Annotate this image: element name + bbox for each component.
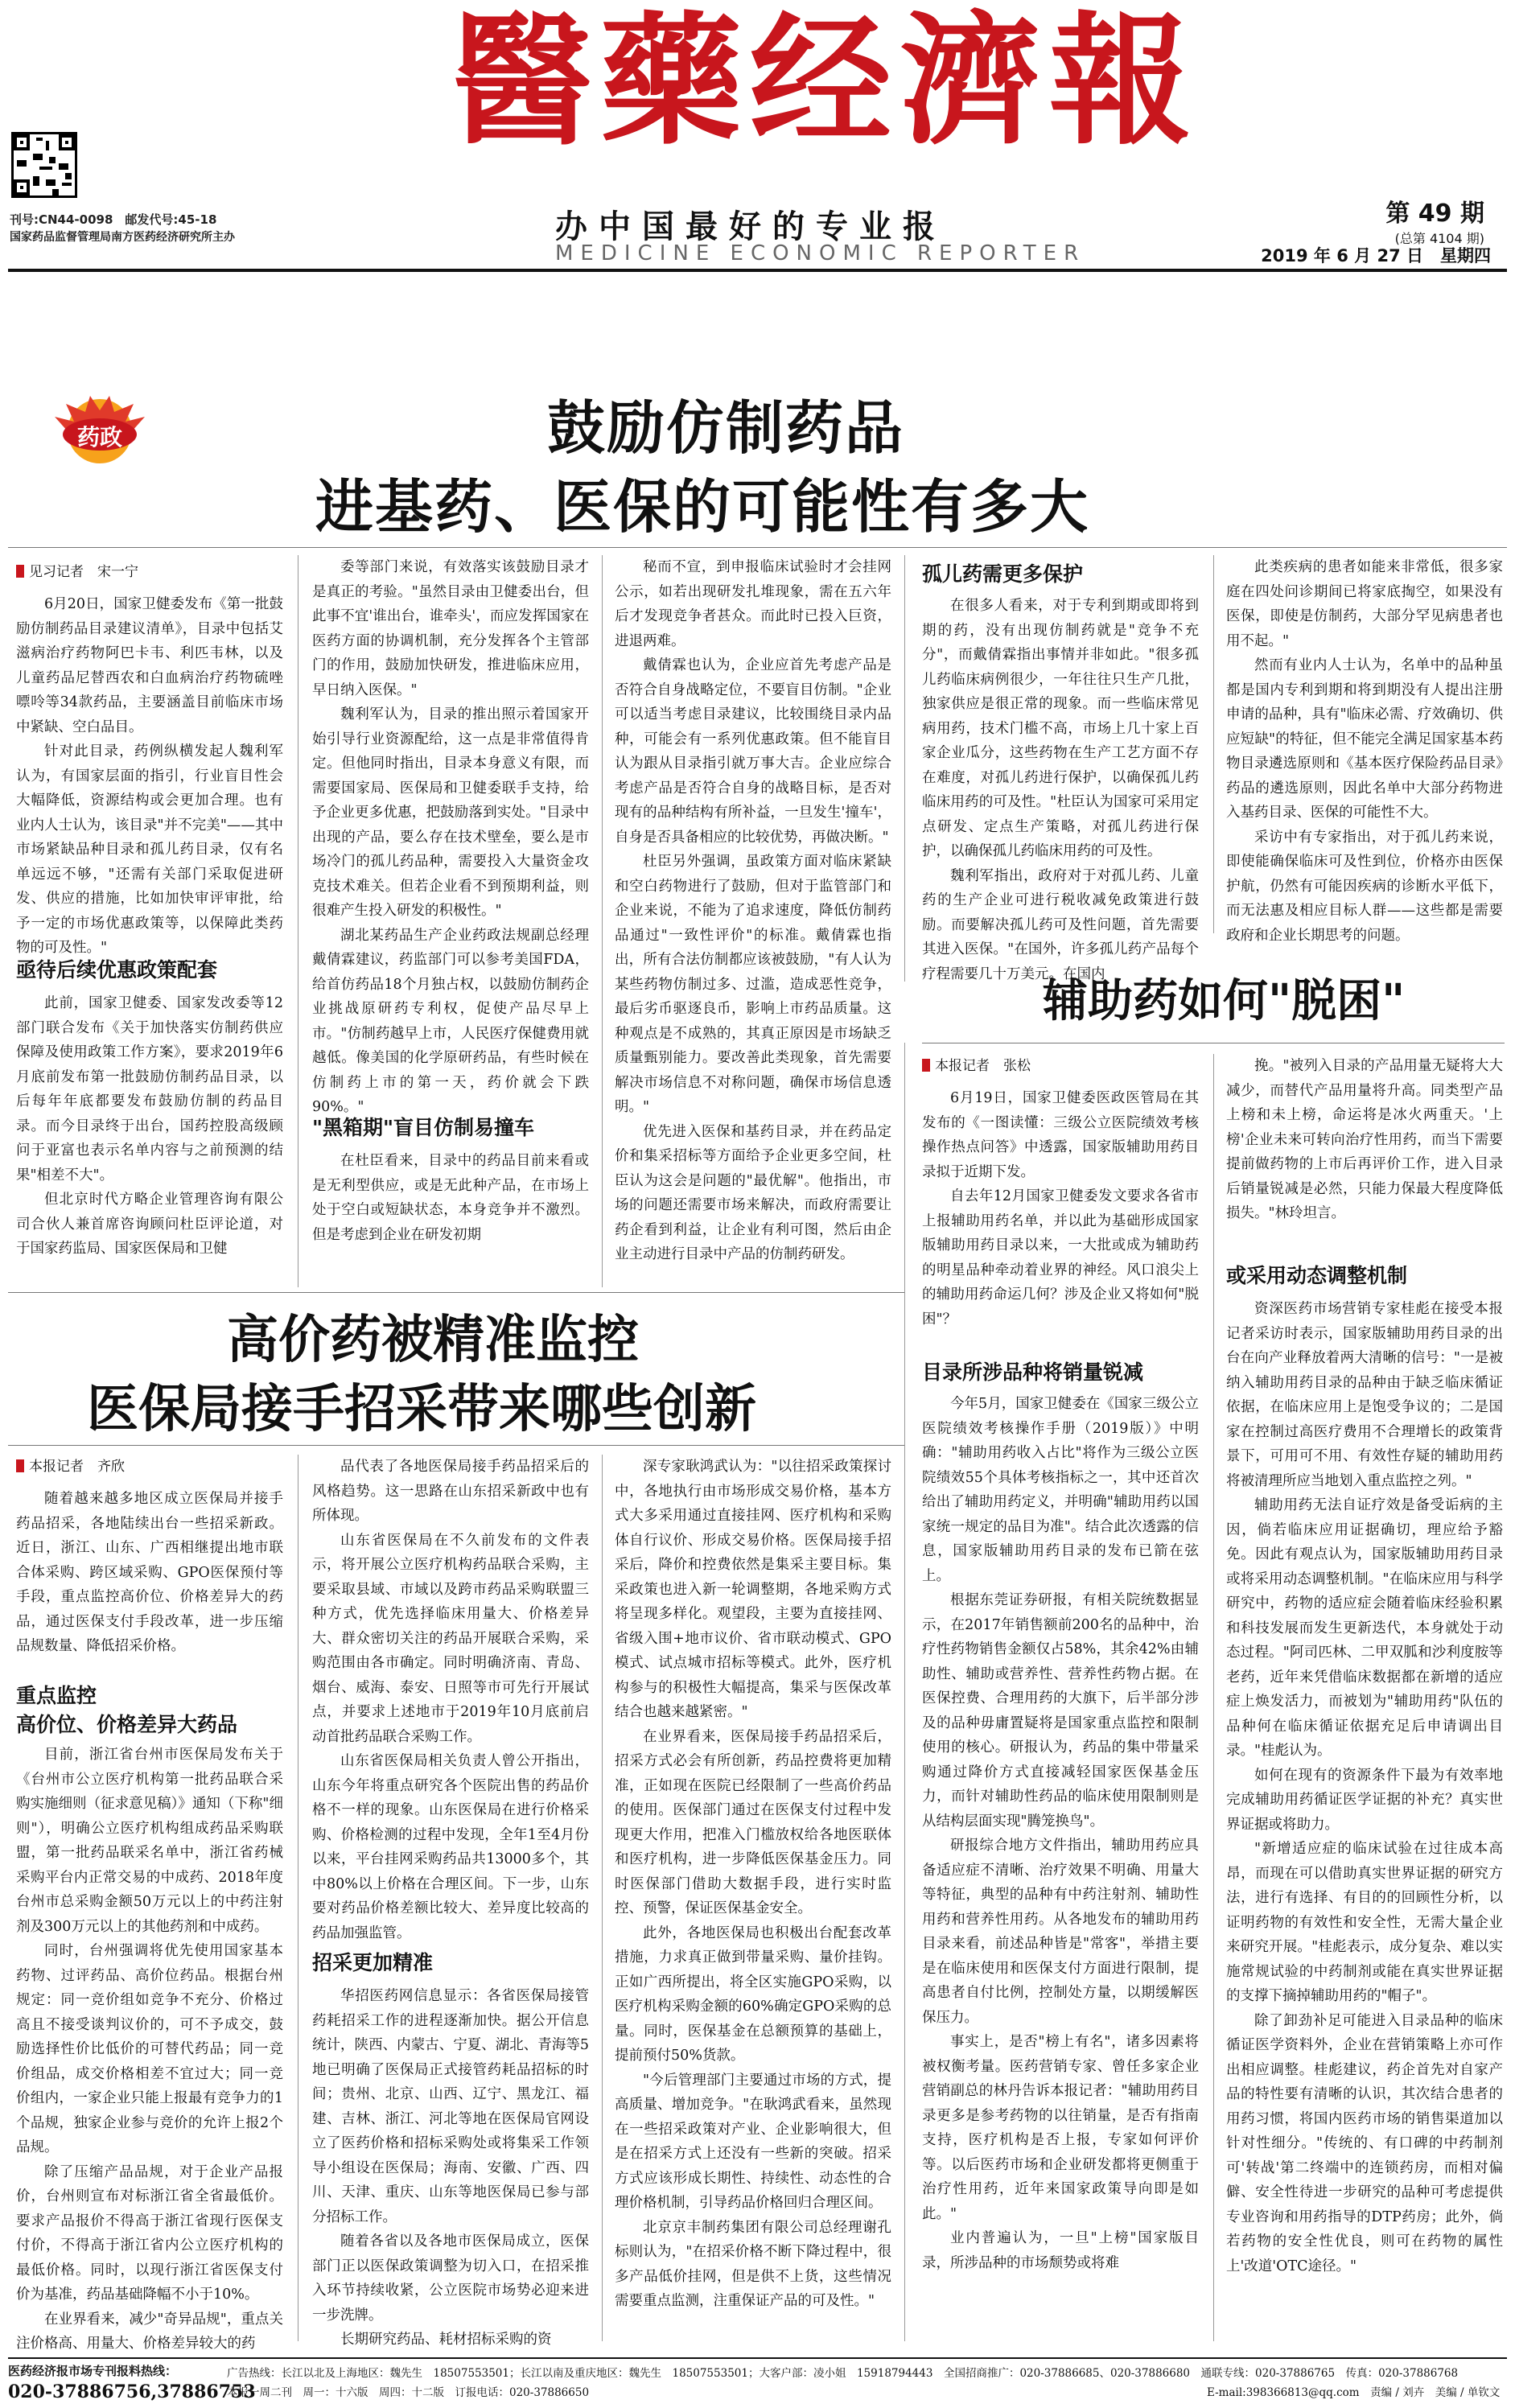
column-divider [1213, 555, 1214, 933]
article3-rule [8, 1445, 904, 1446]
paragraph: 同时，台州强调将优先使用国家基本药物、过评药品、高价位药品。根据台州规定：同一竞价组如竞争不充分、价格过高且不接受谈判议价的，可不予成交，鼓励选择性价比低价的可替代药品；同一竞价组品，成交价格相差不宜过大；同一竞价组内，一家企业只能上报最有竞争力的1个品规，独家企业参与竞价的允许上报2个品规。 [16, 1943, 283, 2155]
article1-col1 [16, 592, 283, 956]
paragraph: 辅助用药无法自证疗效是备受诟病的主因，倘若临床应用证据确切，理应给予豁免。因此有观点认为，国家版辅助用药目录或将采用动态调整机制。"在临床应用与科学研究中，药物的适应症会随着临床经验积累和科技发展而发生更新迭代，本身就处于动态过程。"阿司匹林、二甲双胍和沙利度胺等老药，近年来凭借临床数据都在新增的适应症上焕发活力，而被划为"辅助用药"队伍的品种何在临床循证依据充足后申请调出目录。"桂彪认为。 [1226, 1497, 1503, 1759]
section-badge-label: 药政 [77, 424, 123, 451]
article2-byline-text: 本报记者 张松 [935, 1058, 1031, 1074]
article2-col2b [1226, 1297, 1503, 2341]
article2-col1 [922, 1086, 1199, 1345]
paragraph: 今年5月，国家卫健委在《国家三级公立医院绩效考核操作手册（2019版）》中明确："辅助用药收入占比"将作为三级公立医院绩效55个具体考核指标之一，其中还首次给出了辅助用药定义，并明确"辅助用药以国家统一规定的品目为准"。结合此次透露的信息，国家版辅助用药目录的发布已箭在弦上。 [922, 1396, 1199, 1584]
paragraph: 山东省医保局相关负责人曾公开指出，山东今年将重点研究各个医院出售的药品价格不一样的现象。山东医保局在进行价格采购、价格检测的过程中发现，全年1至4月份以来，平台挂网采购药品共13000多个，其中80%以上价格在合理区间。下一步，山东要对药品价格差额比较大、差异度比较高的药品加强监管。 [312, 1753, 589, 1941]
paragraph: 此外，各地医保局也积极出台配套改革措施，力求真正做到带量采购、量价挂钩。正如广西所提出，将全区实施GPO采购，以医疗机构采购金额的60%确定GPO采购的总量。同时，医保基金在总额预算的基础上，提前预付50%货款。 [615, 1924, 891, 2064]
article3-byline [16, 1455, 125, 1475]
paragraph: 深专家耿鸿武认为："以往招采政策探讨中，各地执行由市场形成交易价格，基本方式大多采用通过直接挂网、医疗机构和采购体自行议价、形成交易价格。医保局接手招采后，降价和控费依然是集采主要目标。集采政策也进入新一轮调整期，各地采购方式将呈现多样化。观望段，主要为直接挂网、省级入围+地市议价、省市联动模式、GPO模式、试点城市招标等模式。此外，医疗机构参与的积极性大幅提高，集采与医保改革结合也越来越紧密。" [615, 1459, 891, 1720]
issn: 刊号:CN44-0098 邮发代号:45-18 [10, 212, 217, 227]
section-badge [50, 393, 146, 467]
paragraph: 6月20日，国家卫健委发布《第一批鼓励仿制药品目录建议清单》，目录中包括艾滋病治疗药物阿巴卡韦、利匹韦林，以及儿童药品尼替西农和白血病治疗药物硫唑嘌呤等34款药品，主要涵盖目前临床市场中紧缺、空白品目。 [16, 596, 283, 735]
paragraph: 山东省医保局在不久前发布的文件表示，将开展公立医疗机构药品联合采购，主要采取县域、市域以及跨市药品采购联盟三种方式，优先选择临床用量大、价格差异大、群众密切关注的药品开展联合采购，采购范围由各市确定。同时明确济南、青岛、烟台、威海、泰安、日照等市可先行开展试点，并要求上述地市于2019年10月底前启动首批药品联合采购工作。 [312, 1532, 589, 1745]
paragraph: 随着越来越多地区成立医保局并接手药品招采，各地陆续出台一些招采新政。近日，浙江、山东、广西相继提出地市联合体采购、跨区域采购、GPO医保预付等手段，重点监控高价位、价格差异大的药品，通过医保支付手段改革，进一步压缩品规数量、降低招采价格。 [16, 1491, 283, 1654]
paragraph: 此类疾病的患者如能来非常低，很多家庭在四处问诊期间已将家底掏空，如果没有医保，即使是仿制药，大部分罕见病患者也用不起。" [1226, 559, 1503, 649]
paragraph: 品代表了各地医保局接手药品招采后的风格趋势。这一思路在山东招采新政中也有所体现。 [312, 1459, 589, 1524]
paragraph: 目前，浙江省台州市医保局发布关于《台州市公立医疗机构第一批药品联合采购实施细则（征求意见稿）》通知（下称"细则"），明确公立医疗机构组成药品采购联盟，第一批药品联采名单中，浙江省药械采购平台内正常交易的中成药、2018年度台州市总采购金额50万元以上的中药注射剂及300万元以上的其他药剂和中成药。 [16, 1747, 283, 1935]
paragraph: 戴倩霖也认为，企业应首先考虑产品是否符合自身战略定位，不要盲目仿制。"企业可以适当考虑目录建议，比较围绕目录内品种，可能会有一系列优惠政策。但不能盲目认为跟从目录指引就万事大吉。企业应综合考虑产品是否符合自身的战略目标，是否对现有的品种结构有所补益，一旦发生'撞车'，自身是否具备相应的比较优势，再做决断。" [615, 657, 891, 846]
article1-col2 [312, 555, 589, 1115]
article3-byline-text: 本报记者 齐欣 [29, 1459, 125, 1475]
issue-date: 2019 年 6 月 27 日 星期四 [1261, 246, 1491, 265]
paragraph: 长期研究药品、耗材招标采购的资 [340, 2332, 552, 2348]
footer-hotline-label: 医药经济报市场专刊报料热线： [8, 2364, 178, 2378]
paragraph: 委等部门来说，有效落实该鼓励目录才是真正的考验。"虽然目录由卫健委出台，但此事不宜'谁出台，谁牵头'，而应发挥国家在医药方面的协调机制，充分发挥各个主管部门的作用，鼓励加快研发，推进临床应用，早日纳入医保。" [312, 559, 589, 698]
paragraph: 在业界看来，减少"奇异品规"，重点关注价格高、用量大、价格差异较大的药 [16, 2311, 283, 2352]
byline-marker-icon [16, 565, 24, 578]
article3-subhead-2: 招采更加精准 [312, 1951, 434, 1974]
paragraph: 事实上，是否"榜上有名"，诸多因素将被权衡考量。医药营销专家、曾任多家企业营销副总的林丹告诉本报记者："辅助用药目录更多是参考药物的以往销量，是否有指南支持，医疗机构是否上报，专家如何评价等。以后医药市场和企业研发都将更侧重于治疗性用药，近年来国家政策导向即是如此。" [922, 2034, 1199, 2222]
column-divider [904, 555, 905, 982]
masthead-title: 醫藥经濟報 [451, 0, 1200, 164]
article1-title-line2: 进基药、医保的可能性有多大 [315, 472, 1090, 541]
footer-hotline: 020-37886756,37886753 [8, 2381, 256, 2402]
article1-col2b [312, 1149, 589, 1292]
paragraph: 随着各省以及各地市医保局成立，医保部门正以医保政策调整为切入口，在招采推入环节持续收紧，公立医院市场势必迎来进一步洗牌。 [312, 2233, 589, 2324]
article3-col1 [16, 1487, 283, 1672]
paragraph: 如何在现有的资源条件下最为有效率地完成辅助用药循证医学证据的补充？真实世界证据或将助力。 [1226, 1767, 1503, 1833]
column-divider [904, 1043, 905, 2341]
issue-number: 第 49 期 [1385, 200, 1484, 228]
article1-byline [16, 560, 138, 580]
total-issue: (总第 4104 期) [1394, 231, 1484, 246]
article1-subhead-2: "黑箱期"盲目仿制易撞车 [312, 1116, 535, 1139]
byline-marker-icon [16, 1459, 24, 1472]
footer-ad-line: 广告热线：长江以北及上海地区：魏先生 18507553501；长江以南及重庆地区：魏先生 18507553501；大客户部：凌小姐 15918794443 全国招商推广：020-37886685、020-37886680 通联专线：020-37886765 传真：020-37886768 [227, 2367, 1459, 2380]
paragraph: 优先进入医保和基药目录，并在药品定价和集采招标等方面给予企业更多空间，杜臣认为这会是问题的"最优解"。他指出，市场的问题还需要市场来解决，而政府需要让药企看到利益，让企业有利可图，然后由企业主动进行目录中产品的仿制药研发。 [615, 1123, 891, 1262]
article2-subhead-2: 或采用动态调整机制 [1226, 1264, 1408, 1287]
article1-title-line1: 鼓励仿制药品 [547, 393, 905, 462]
article1-subhead-3: 孤儿药需更多保护 [922, 562, 1084, 586]
article1-col4 [922, 594, 1199, 982]
paragraph: 针对此目录，药例纵横发起人魏利军认为，有国家层面的指引，行业盲目性会大幅降低，资源结构或会更加合理。也有业内人士认为，该目录"并不完美"——其中市场紧缺品种目录和孤儿药目录，仅有名单远远不够，"还需有关部门采取促进研发、供应的措施，比如加快审评审批，给予一定的市场优惠政策等，以保障此类药物的可及性。" [16, 743, 283, 956]
paragraph: 在业界看来，医保局接手药品招采后，招采方式必会有所创新，药品控费将更加精准，正如现在医院已经限制了一些高价药品的使用。医保部门通过在医保支付过程中发现更大作用，把准入门槛放权给各地医联体和医疗机构，进一步降低医保基金压力。同时医保部门借助大数据手段，进行实时监控、预警，保证医保基金安全。 [615, 1728, 891, 1916]
masthead-logo [451, 0, 1200, 164]
column-divider [602, 1455, 603, 2341]
paragraph: 湖北某药品生产企业药政法规副总经理戴倩霖建议，药监部门可以参考美国FDA，给首仿药品18个月独占权，以鼓励仿制药企业挑战原研药专利权，促使产品尽早上市。"仿制药越早上市，人民医疗保健费用就越低。像美国的化学原研药品，有些时候在仿制药上市的第一天，药价就会下跌90%。" [312, 927, 589, 1115]
article3-title-line2: 医保局接手招采带来哪些创新 [87, 1379, 756, 1439]
paragraph: 6月19日，国家卫健委医政医管局在其发布的《一图读懂：三级公立医院绩效考核操作热点问答》中透露，国家版辅助用药目录拟于近期下发。 [922, 1090, 1199, 1180]
article3-col2b [312, 1984, 589, 2348]
article2-subhead-1: 目录所涉品种将销量锐减 [922, 1360, 1144, 1384]
article3-title-line1: 高价药被精准监控 [227, 1310, 639, 1370]
paragraph: 挽。"被列入目录的产品用量无疑将大大减少，而替代产品用量将升高。同类型产品上榜和未上榜，命运将是冰火两重天。'上榜'企业未来可转向治疗性用药，而当下需要提前做药物的上市后再评价工作，进入目录后销量锐减是必然，只能力保最大程度降低损失。"林玲坦言。 [1226, 1058, 1503, 1221]
paragraph: 业内普遍认为，一旦"上榜"国家版目录，所涉品种的市场颓势或将难 [922, 2230, 1199, 2271]
paragraph: 魏利军认为，目录的推出照示着国家开始引导行业资源配给，这一点是非常值得肯定。但他同时指出，目录本身意义有限，而需要国家局、医保局和卫健委联手支持，给予企业更多优惠，把鼓励落到实处。"目录中出现的产品，要么存在技术壁垒，要么是市场冷门的孤儿药品种，需要投入大量资金攻克技术难关。但若企业看不到预期利益，则很难产生投入研发的积极性。" [312, 706, 589, 919]
paragraph: 然而有业内人士认为，名单中的品种虽都是国内专利到期和将到期没有人提出注册申请的品种，具有"临床必需、疗效确切、供应短缺"的特征，但不能完全满足国家基本药物目录遴选原则和《基本医疗保险药品目录》药品的遴选原则，因此名单中大部分药物进入基药目录、医保的可能性不大。 [1226, 657, 1503, 821]
paragraph: 杜臣另外强调，虽政策方面对临床紧缺和空白药物进行了鼓励，但对于监管部门和企业来说，不能为了追求速度，降低仿制药品通过"一致性评价"的标准。戴倩霖也指出，所有合法仿制都应该被鼓励，"有人认为某些药物仿制过多、过滥，造成恶性竞争，最后劣币驱逐良币，影响上市药品质量。这种观点是不成熟的，其真正原因是市场缺乏质量甄别能力。要改善此类现象，首先需要解决市场信息不对称问题，确保市场信息透明。" [615, 854, 891, 1115]
paragraph: 在杜臣看来，目录中的药品目前来看或是无利型供应，或是无此种产品，在市场上处于空白或短缺状态，本身竞争并不激烈。但是考虑到企业在研发初期 [312, 1153, 589, 1243]
footer-editor-line: E-mail:398366813@qq.com 责编 / 刘卉 美编 / 单钦文 [1207, 2386, 1501, 2399]
paragraph: 自去年12月国家卫健委发文要求各省市上报辅助用药名单，并以此为基础形成国家版辅助用药目录以来，一大批或成为辅助药的明星品种牵动着业界的神经。风口浪尖上的辅助用药命运几何？涉及企业又将如何"脱困"？ [922, 1188, 1199, 1327]
paragraph: 华招医药网信息显示：各省医保局接管药耗招采工作的进程逐渐加快。据公开信息统计，陕西、内蒙古、宁夏、湖北、青海等5地已明确了医保局正式接管药耗品招标的时间；贵州、北京、山西、辽宁、黑龙江、福建、吉林、浙江、河北等地在医保局官网设立了医药价格和招标采购处或将集采工作领导小组设在医保局；海南、安徽、广西、四川、天津、重庆、山东等地医保局已参与部分招标工作。 [312, 1988, 589, 2225]
article3-col2 [312, 1455, 589, 1941]
footer-subscribe-line: 本报一周二刊 周一：十六版 周四：十二版 订报电话：020-37886650 [227, 2386, 590, 2399]
paragraph: 在很多人看来，对于专利到期或即将到期的药，没有出现仿制药就是"竞争不充分"，而戴倩霖指出事情并非如此。"很多孤儿药临床病例很少，一年往往只生产几批，独家供应是很正常的现象。而一些临床常见病用药，技术门槛不高，市场上几十家上百家企业瓜分，这些药物在生产工艺方面不存在难度，对孤儿药进行保护，以确保孤儿药临床用药的可及性。"杜臣认为国家可采用定点研发、定点生产策略，对孤儿药进行保护，以确保孤儿药临床用药的可及性。 [922, 598, 1199, 859]
article1-byline-text: 见习记者 宋一宁 [29, 564, 138, 580]
article3-subhead-1a: 重点监控 [16, 1684, 97, 1707]
article1-rule [8, 547, 1507, 548]
masthead-rule [8, 269, 1507, 272]
paragraph: "今后管理部门主要通过市场的方式，提高质量、增加竞争。"在耿鸿武看来，虽然现在一些招采政策对产业、企业影响很大，但是在招采方式上还没有一些新的突破。招采方式应该形成长期性、持续性、动态性的合理价格机制，引导药品价格回归合理区间。 [615, 2072, 891, 2211]
paragraph: 此前，国家卫健委、国家发改委等12部门联合发布《关于加快落实仿制药供应保障及使用政策工作方案》，要求2019年6月底前发布第一批鼓励仿制药品目录，以后每年年底都要发布鼓励仿制的药品目录。而今目录终于出台，国药控股高级顾问于亚富也表示名单内容与之前预测的结果"相差不大"。 [16, 995, 283, 1183]
paragraph: 秘而不宣，到申报临床试验时才会挂网公示，如若出现研发扎堆现象，需在五六年后才发现竞争者甚众。而此时已投入巨资，进退两难。 [615, 559, 891, 649]
paragraph: 魏利军指出，政府对于对孤儿药、儿童药的生产企业可进行税收减免政策进行鼓励。而要解决孤儿药可及性问题，首先需要其进入医保。"在国外，许多孤儿药产品每个疗程需要几十万美元。在国内 [922, 867, 1199, 982]
paragraph: 采访中有专家指出，对于孤儿药来说，即使能确保临床可及性到位，价格亦由医保护航，仍然有可能因疾病的诊断水平低下，而无法惠及相应目标人群——这些都是需要政府和企业长期思考的问题。 [1226, 829, 1503, 944]
article1-col1b [16, 991, 283, 1292]
article3-col3 [615, 1455, 891, 2341]
paragraph: 资深医药市场营销专家桂彪在接受本报记者采访时表示，国家版辅助用药目录的出台在向产业释放着两大清晰的信号："一是被纳入辅助用药目录的品种由于缺乏临床循证依据，在临床应用上是饱受争议的；二是国家在控制过高医疗费用不合理增长的政策背景下，可用可不用、有效性存疑的辅助用药将被清理所应当地划入重点监控之列。" [1226, 1301, 1503, 1489]
paragraph: 除了卸劲补足可能进入目录品种的临床循证医学资料外，企业在营销策略上亦可作出相应调整。桂彪建议，药企首先对自家产品的特性要有清晰的认识，其次结合患者的用药习惯，将国内医药市场的销售渠道加以针对性细分。"传统的、有口碑的中药制剂可'转战'第二终端中的连锁药房，而相对偏僻、安全性待进一步研究的品种可考虑提供专业咨询和用药指导的DTP药房；此外，倘若药物的安全性优良，则可在药物的属性上'改道'OTC途径。" [1226, 2012, 1503, 2274]
column-divider [1213, 1054, 1214, 2341]
article3-rule-top [8, 1292, 904, 1293]
paragraph: 但北京时代方略企业管理咨询有限公司合伙人兼首席咨询顾问杜臣评论道，对于国家药监局、国家医保局和卫健 [16, 1192, 283, 1257]
paragraph: 根据东莞证券研报，有相关院统数据显示，在2017年销售额前200名的品种中，治疗性药物销售金额仅占58%，其余42%由辅助性、辅助或营养性、营养性药物占据。在医保控费、合理用药的大旗下，后半部分涉及的品种毋庸置疑将是国家重点监控和限制使用的核心。研报认为，药品的集中带量采购通过降价方式直接减轻国家医保基金压力，而针对辅助性药品的临床使用限制则是从结构层面实现"腾笼换鸟"。 [922, 1592, 1199, 1830]
article1-col5 [1226, 555, 1503, 944]
byline-marker-icon [922, 1059, 930, 1072]
issue-info [1385, 193, 1484, 247]
article2-title: 辅助药如何"脱困" [1043, 974, 1406, 1027]
slogan-en: MEDICINE ECONOMIC REPORTER [555, 241, 1086, 265]
column-divider [602, 555, 603, 1287]
qr-code [11, 132, 77, 198]
article3-subhead-1b: 高价位、价格差异大药品 [16, 1713, 238, 1736]
paragraph: 除了压缩产品品规，对于企业产品报价，台州则宣布对标浙江省全省最低价。要求产品报价不得高于浙江省现行医保支付价，不得高于浙江省内公立医疗机构的最低价格。同时，以现行浙江省医保支付价为基准，药品基础降幅不小于10%。 [16, 2163, 283, 2303]
article1-col3 [615, 555, 891, 1292]
article3-col1b [16, 1743, 283, 2352]
paragraph: "新增适应症的临床试验在过往成本高昂，而现在可以借助真实世界证据的研究方法，进行有选择、有目的的回顾性分析，以证明药物的有效性和安全性，无需大量企业来研究开展。"桂彪表示，成分复杂、难以实施常规试验的中药制剂或能在真实世界证据的支撑下摘掉辅助用药的"帽子"。 [1226, 1841, 1503, 2004]
article2-col1b [922, 1392, 1199, 2341]
paragraph: 北京京丰制药集团有限公司总经理谢孔标则认为，"在招采价格不断下降过程中，很多产品低价挂网，但是供不上货，这些情况需要重点监测，注重保证产品的可及性。" [615, 2219, 891, 2309]
slogan: 办中国最好的专业报 [555, 208, 946, 245]
article2-col2 [1226, 1054, 1503, 1255]
sponsor: 国家药品监督管理局南方医药经济研究所主办 [10, 231, 235, 244]
article2-byline [922, 1054, 1031, 1074]
paragraph: 研报综合地方文件指出，辅助用药应具备适应症不清晰、治疗效果不明确、用量大等特征，典型的品种有中药注射剂、辅助性用药和营养性用药。从各地发布的辅助用药目录来看，前述品种皆是"常客"，举措主要是在临床使用和医保支付方面进行限制，提高患者自付比例，控制处方量，以期缓解医保压力。 [922, 1838, 1199, 2026]
article1-subhead-1: 亟待后续优惠政策配套 [16, 958, 218, 982]
